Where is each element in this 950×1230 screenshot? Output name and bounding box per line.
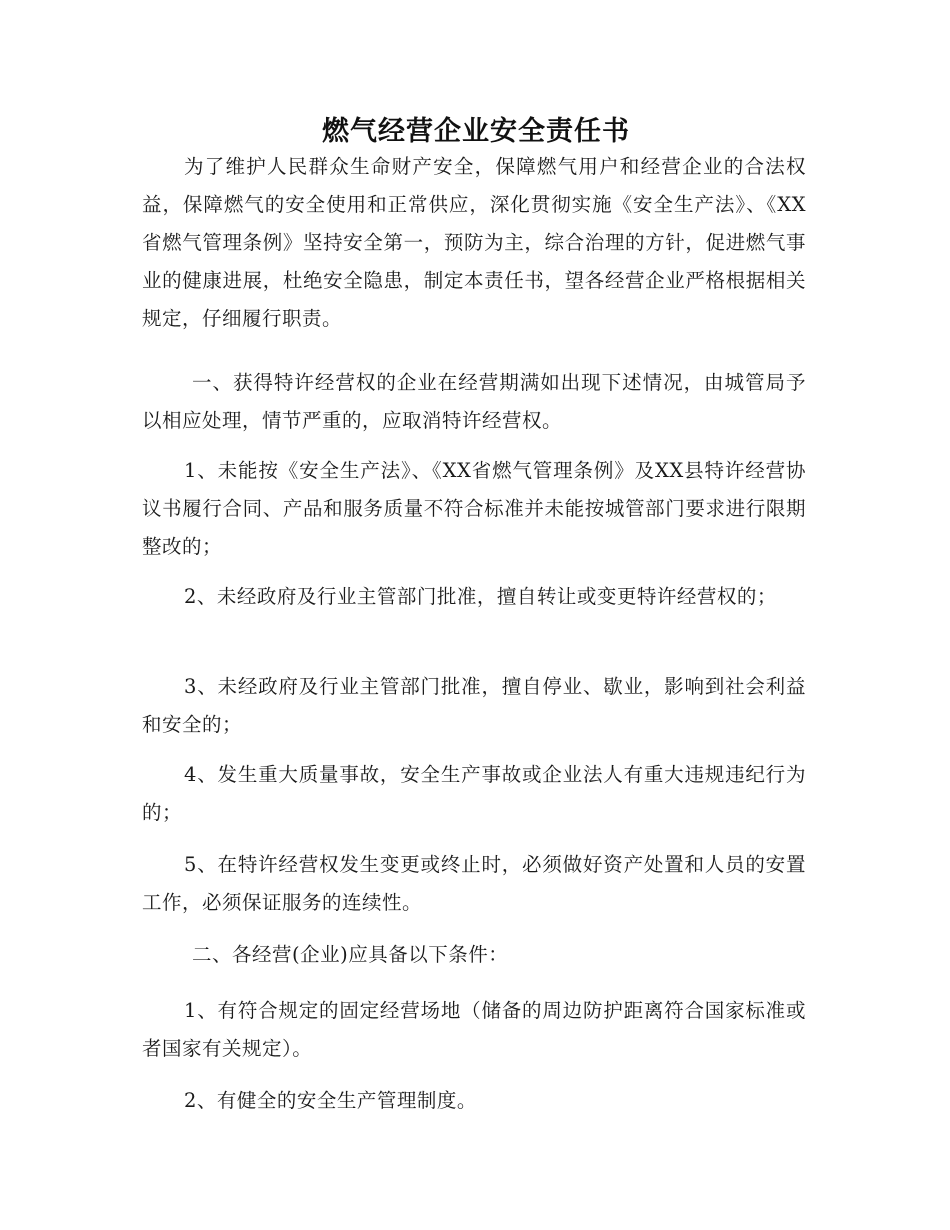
clause-2-2: 2、有健全的安全生产管理制度。 xyxy=(184,1089,477,1112)
document-title: 燃气经营企业安全责任书 xyxy=(322,116,630,147)
section-one-heading: 一、获得特许经营权的企业在经营期满如出现下述情况，由城管局予以相应处理，情节严重的，应取消特许经营权。 xyxy=(142,371,806,432)
clause-1-1: 1、未能按《安全生产法》、《XX省燃气管理条例》及XX县特许经营协议书履行合同、产品和服务质量不符合标准并未能按城管部门要求进行限期整改的； xyxy=(142,459,806,558)
clause-1-4: 4、发生重大质量事故，安全生产事故或企业法人有重大违规违纪行为的； xyxy=(142,763,806,824)
section-two-heading: 二、各经营(企业)应具备以下条件： xyxy=(192,943,509,966)
clause-2-1: 1、有符合规定的固定经营场地（储备的周边防护距离符合国家标准或者国家有关规定）。 xyxy=(142,999,806,1060)
intro-paragraph: 为了维护人民群众生命财产安全，保障燃气用户和经营企业的合法权益，保障燃气的安全使用和正常供应，深化贯彻实施《安全生产法》、《XX省燃气管理条例》坚持安全第一，预防为主，综合治理的方针，促进燃气事业的健康进展，杜绝安全隐患，制定本责任书，望各经营企业严格根据相关规定，仔细履行职责。 xyxy=(142,155,806,330)
clause-1-5: 5、在特许经营权发生变更或终止时，必须做好资产处置和人员的安置工作，必须保证服务的连续性。 xyxy=(142,853,806,914)
clause-1-2: 2、未经政府及行业主管部门批准，擅自转让或变更特许经营权的； xyxy=(184,585,777,608)
clause-1-3: 3、未经政府及行业主管部门批准，擅自停业、歇业，影响到社会利益和安全的； xyxy=(142,675,806,736)
